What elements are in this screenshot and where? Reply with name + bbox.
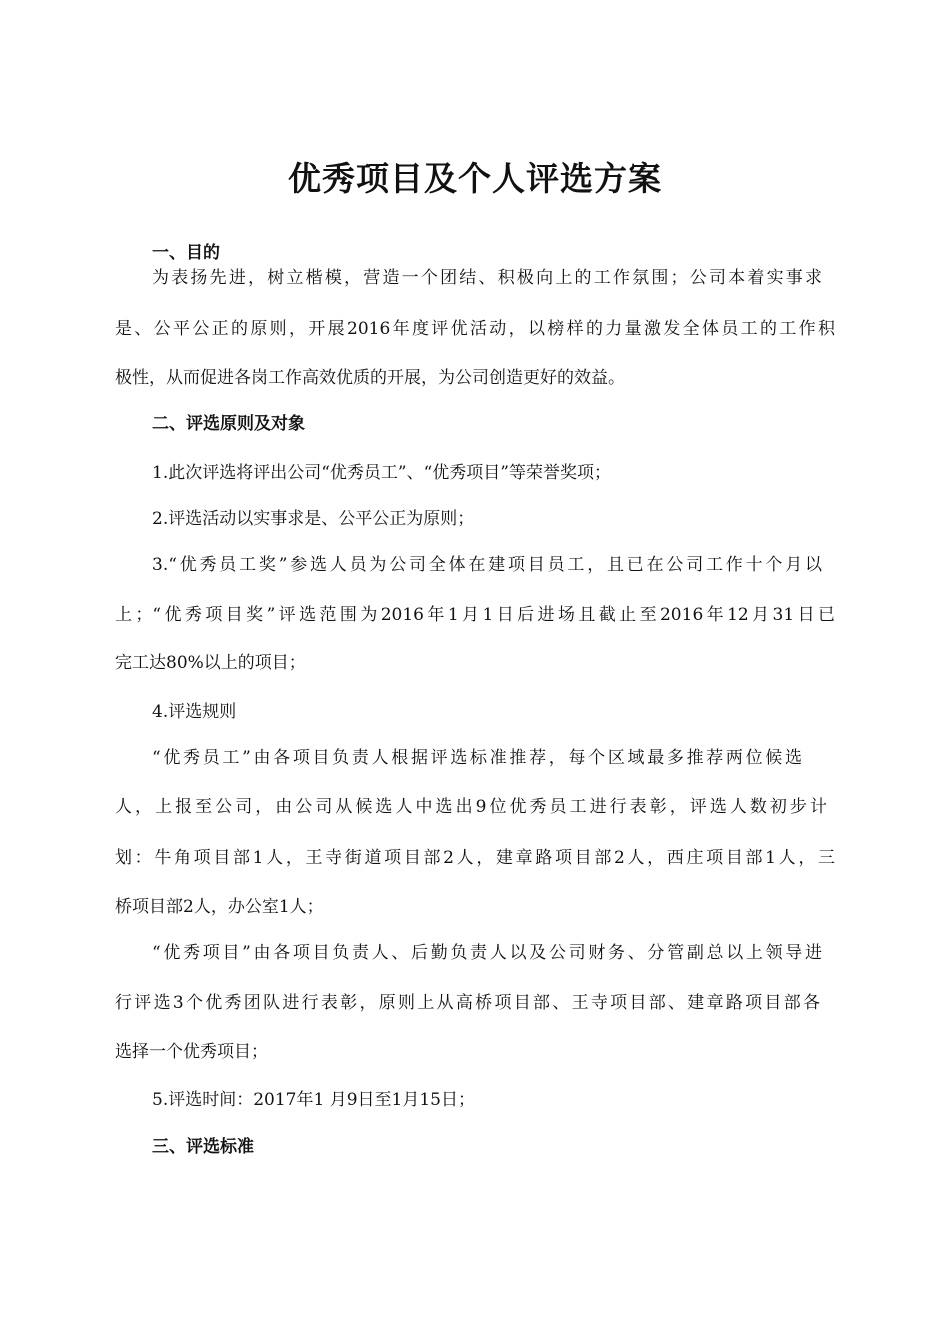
paragraph-line: 选择一个优秀项目； xyxy=(115,1042,268,1062)
list-item: 1.此次评选将评出公司“优秀员工”、“优秀项目”等荣誉奖项； xyxy=(152,463,611,483)
list-item: 2.评选活动以实事求是、公平公正为原则； xyxy=(152,509,475,529)
paragraph-line: 完工达80%以上的项目； xyxy=(115,653,306,673)
list-item: 3.“优秀员工奖”参选人员为公司全体在建项目员工，且已在公司工作十个月以 xyxy=(152,555,822,575)
paragraph-line: “优秀员工”由各项目负责人根据评选标准推荐，每个区域最多推荐两位候选 xyxy=(152,748,802,768)
list-item: 4.评选规则 xyxy=(152,702,237,722)
paragraph-line: 桥项目部2人，办公室1人； xyxy=(115,897,324,917)
document-title: 优秀项目及个人评选方案 xyxy=(288,159,662,198)
section-heading-principles: 二、评选原则及对象 xyxy=(152,414,305,434)
paragraph-line: 为表扬先进，树立楷模，营造一个团结、积极向上的工作氛围；公司本着实事求 xyxy=(152,268,822,288)
paragraph-line: 划：牛角项目部1人，王寺街道项目部2人，建章路项目部2人，西庄项目部1人，三 xyxy=(115,848,835,868)
paragraph-line: 人，上报至公司，由公司从候选人中选出9位优秀员工进行表彰，评选人数初步计 xyxy=(115,797,827,817)
paragraph-line: 是、公平公正的原则，开展2016年度评优活动，以榜样的力量激发全体员工的工作积 xyxy=(115,319,835,339)
paragraph-line: 行评选3个优秀团队进行表彰，原则上从高桥项目部、王寺项目部、建章路项目部各 xyxy=(115,993,820,1013)
section-heading-criteria: 三、评选标准 xyxy=(152,1137,254,1157)
paragraph-line: 上；“优秀项目奖”评选范围为2016年1月1日后进场且截止至2016年12月31日已 xyxy=(115,605,835,625)
list-item: 5.评选时间：2017年1 月9日至1月15日； xyxy=(152,1090,475,1110)
paragraph-line: 极性，从而促进各岗工作高效优质的开展，为公司创造更好的效益。 xyxy=(115,368,625,388)
paragraph-line: “优秀项目”由各项目负责人、后勤负责人以及公司财务、分管副总以上领导进 xyxy=(152,943,822,963)
section-heading-purpose: 一、目的 xyxy=(152,243,220,263)
